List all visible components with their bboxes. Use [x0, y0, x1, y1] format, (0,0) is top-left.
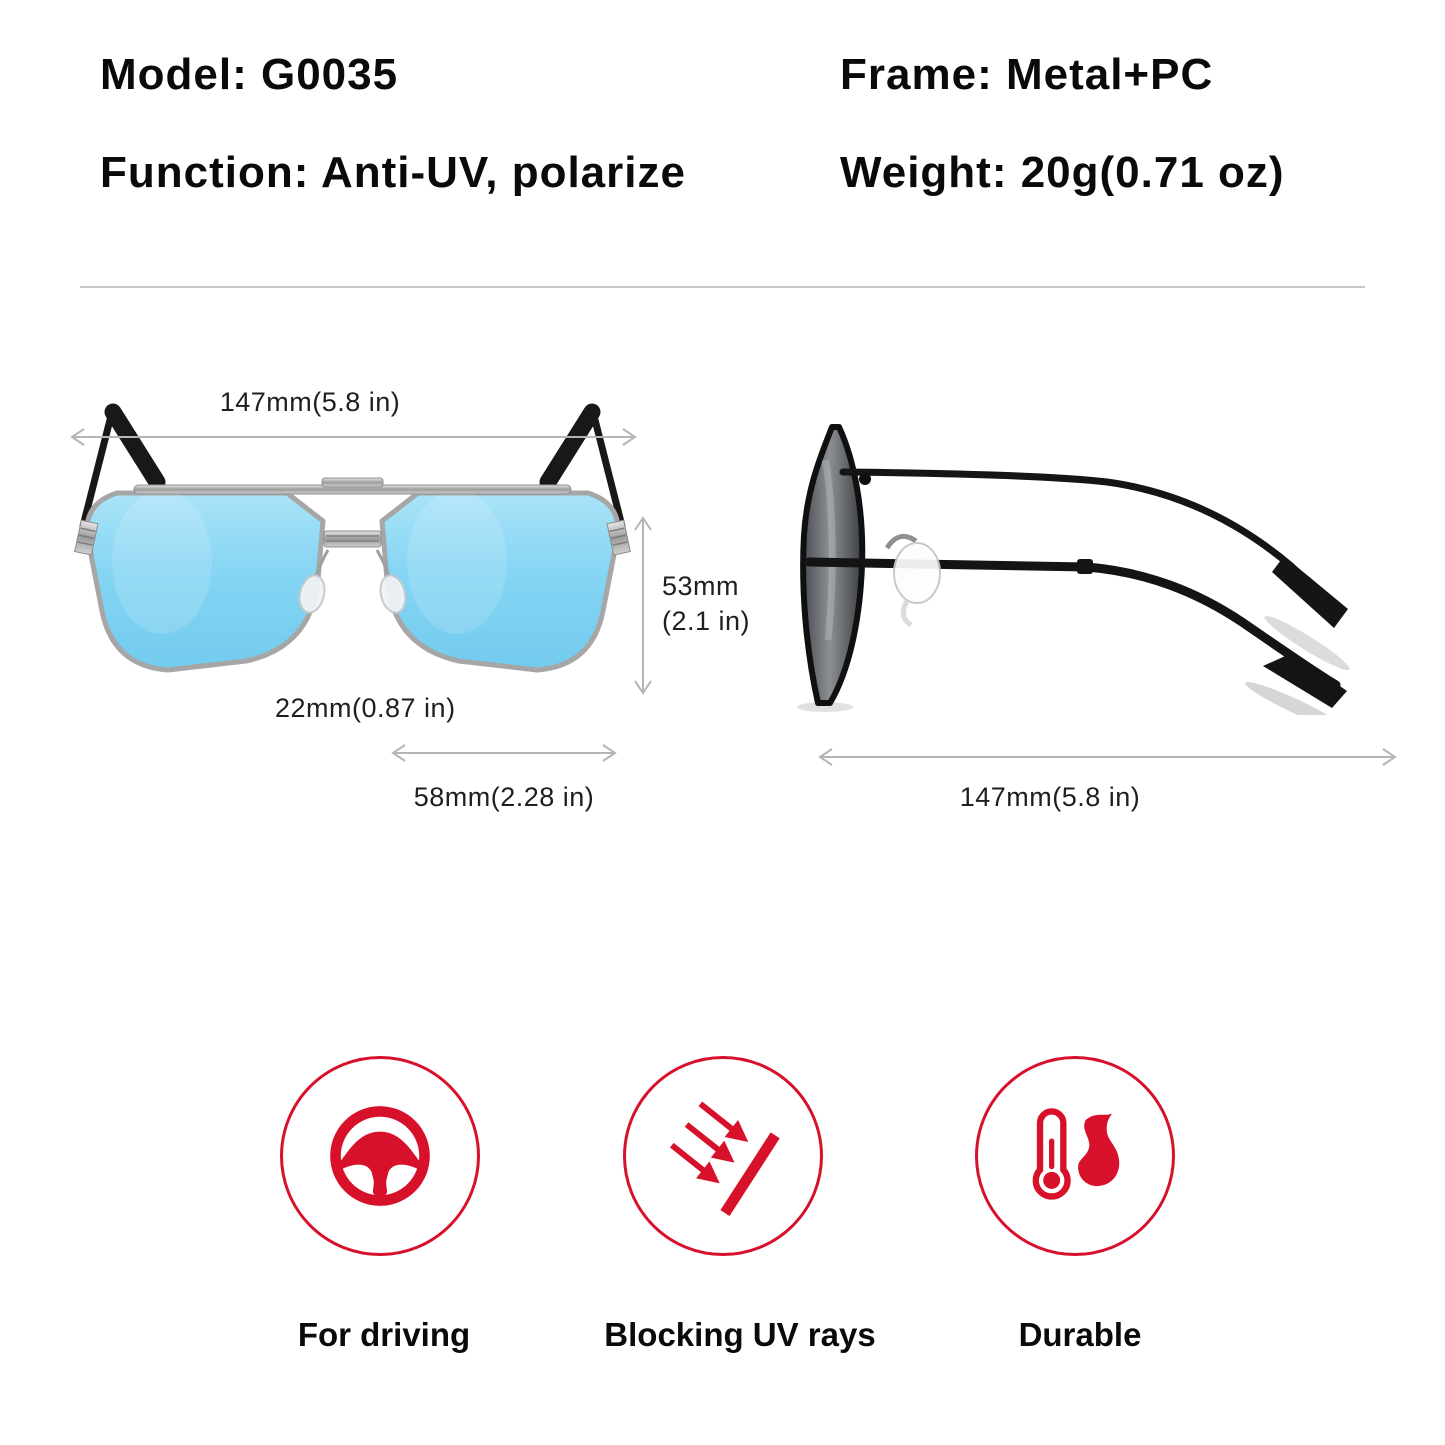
spec-function: Function: Anti-UV, polarize [100, 148, 686, 197]
lens-width-arrow [388, 742, 620, 764]
feature-circle-uv [623, 1056, 823, 1256]
sunglasses-side-photo [795, 415, 1410, 715]
spec-weight: Weight: 20g(0.71 oz) [840, 148, 1285, 197]
dimension-label-lens-height-in: (2.1 in) [662, 606, 751, 636]
spec-model: Model: G0035 [100, 50, 399, 99]
lens-height-arrow [632, 513, 654, 698]
section-divider [80, 286, 1365, 288]
dimension-label-temple-length: 147mm(5.8 in) [959, 782, 1141, 812]
feature-label-uv: Blocking UV rays [604, 1316, 876, 1353]
dimension-label-lens-height-mm: 53mm [662, 571, 740, 601]
temple-length-arrow [815, 746, 1400, 768]
dimension-label-lens-width: 58mm(2.28 in) [413, 782, 595, 812]
front-width-arrow [67, 426, 640, 448]
steering-wheel-icon [327, 1103, 433, 1209]
spec-frame: Frame: Metal+PC [840, 50, 1214, 99]
thermometer-flame-icon [1022, 1103, 1128, 1209]
uv-rays-icon [659, 1090, 787, 1223]
feature-circle-driving [280, 1056, 480, 1256]
dimension-label-total-width: 147mm(5.8 in) [219, 387, 401, 417]
feature-label-durable: Durable [1018, 1316, 1142, 1353]
feature-label-driving: For driving [297, 1316, 471, 1353]
dimension-label-bridge-width: 22mm(0.87 in) [275, 693, 456, 723]
feature-circle-durable [975, 1056, 1175, 1256]
